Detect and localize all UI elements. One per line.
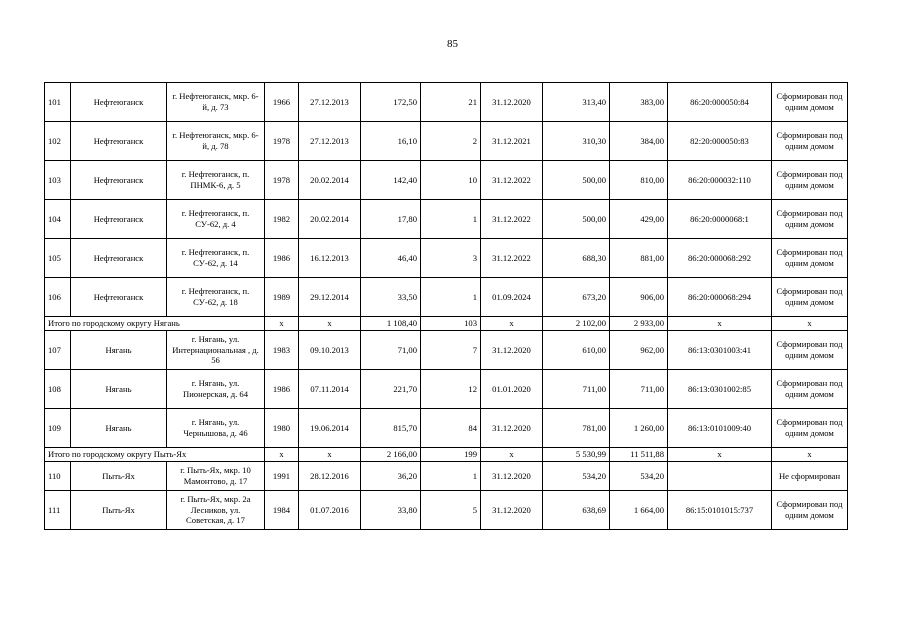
row-number-cell: 105 — [45, 239, 71, 278]
row-number-cell: 102 — [45, 122, 71, 161]
resettlement-date-cell: 31.12.2020 — [481, 83, 543, 122]
year-cell: 1986 — [265, 370, 299, 409]
cadastre-cell: 86:15:0101015:737 — [668, 491, 772, 530]
market-cost-cell: 534,20 — [610, 462, 668, 491]
cadastre-cell: 86:13:0301002:85 — [668, 370, 772, 409]
resettlement-date-cell: 31.12.2022 — [481, 200, 543, 239]
recognition-date-cell: 28.12.2016 — [299, 462, 361, 491]
table-row — [45, 491, 848, 530]
recognition-date-cell: 29.12.2014 — [299, 278, 361, 317]
recognition-date-cell: x — [299, 317, 361, 331]
residents-cell: 1 — [421, 278, 481, 317]
recognition-date-cell: 07.11.2014 — [299, 370, 361, 409]
city-cell: Нягань — [71, 331, 167, 370]
land-status-cell: Сформирован под одним домом — [772, 331, 848, 370]
cadastre-cell: 86:20:000032:110 — [668, 161, 772, 200]
recognition-date-cell: 16.12.2013 — [299, 239, 361, 278]
cost-cell: 610,00 — [543, 331, 610, 370]
row-number-cell: 110 — [45, 462, 71, 491]
residents-cell: 21 — [421, 83, 481, 122]
area-cell: 36,20 — [361, 462, 421, 491]
row-number-cell: 107 — [45, 331, 71, 370]
area-cell: 142,40 — [361, 161, 421, 200]
cadastre-cell: 86:20:0000068:1 — [668, 200, 772, 239]
land-status-cell: Не сформирован — [772, 462, 848, 491]
page-number: 85 — [447, 38, 458, 50]
resettlement-date-cell: 31.12.2020 — [481, 462, 543, 491]
cost-cell: 500,00 — [543, 200, 610, 239]
city-cell: Нефтеюганск — [71, 200, 167, 239]
cadastre-cell: 86:13:0301003:41 — [668, 331, 772, 370]
cadastre-cell: 82:20:000050:83 — [668, 122, 772, 161]
address-cell: г. Нефтеюганск, мкр. 6-й, д. 78 — [167, 122, 265, 161]
year-cell: 1966 — [265, 83, 299, 122]
recognition-date-cell: 19.06.2014 — [299, 409, 361, 448]
recognition-date-cell: 27.12.2013 — [299, 122, 361, 161]
land-status-cell: Сформирован под одним домом — [772, 370, 848, 409]
land-status-cell: Сформирован под одним домом — [772, 83, 848, 122]
year-cell: 1991 — [265, 462, 299, 491]
market-cost-cell: 962,00 — [610, 331, 668, 370]
cost-cell: 2 102,00 — [543, 317, 610, 331]
table-row — [45, 83, 848, 122]
cost-cell: 534,20 — [543, 462, 610, 491]
housing-register-table — [44, 82, 848, 530]
resettlement-date-cell: 31.12.2020 — [481, 491, 543, 530]
residents-cell: 3 — [421, 239, 481, 278]
recognition-date-cell: 09.10.2013 — [299, 331, 361, 370]
residents-cell: 5 — [421, 491, 481, 530]
land-status-cell: Сформирован под одним домом — [772, 278, 848, 317]
address-cell: г. Нефтеюганск, п. ПНМК-6, д. 5 — [167, 161, 265, 200]
table-row — [45, 200, 848, 239]
year-cell: 1978 — [265, 122, 299, 161]
market-cost-cell: 906,00 — [610, 278, 668, 317]
residents-cell: 84 — [421, 409, 481, 448]
cost-cell: 310,30 — [543, 122, 610, 161]
resettlement-date-cell: 31.12.2020 — [481, 331, 543, 370]
area-cell: 33,80 — [361, 491, 421, 530]
city-cell: Нефтеюганск — [71, 161, 167, 200]
cost-cell: 781,00 — [543, 409, 610, 448]
cost-cell: 5 530,99 — [543, 448, 610, 462]
land-status-cell: Сформирован под одним домом — [772, 200, 848, 239]
cost-cell: 688,30 — [543, 239, 610, 278]
area-cell: 221,70 — [361, 370, 421, 409]
land-status-cell: Сформирован под одним домом — [772, 491, 848, 530]
city-cell: Нягань — [71, 409, 167, 448]
city-cell: Нефтеюганск — [71, 83, 167, 122]
resettlement-date-cell: 01.09.2024 — [481, 278, 543, 317]
land-status-cell: x — [772, 448, 848, 462]
resettlement-date-cell: 31.12.2022 — [481, 239, 543, 278]
residents-cell: 12 — [421, 370, 481, 409]
residents-cell: 7 — [421, 331, 481, 370]
area-cell: 172,50 — [361, 83, 421, 122]
table-row — [45, 462, 848, 491]
area-cell: 17,80 — [361, 200, 421, 239]
cost-cell: 673,20 — [543, 278, 610, 317]
resettlement-date-cell: 31.12.2022 — [481, 161, 543, 200]
year-cell: x — [265, 317, 299, 331]
market-cost-cell: 429,00 — [610, 200, 668, 239]
year-cell: 1984 — [265, 491, 299, 530]
cadastre-cell — [668, 462, 772, 491]
cost-cell: 638,69 — [543, 491, 610, 530]
residents-cell: 10 — [421, 161, 481, 200]
area-cell: 46,40 — [361, 239, 421, 278]
address-cell: г. Нягань, ул. Чернышова, д. 46 — [167, 409, 265, 448]
cadastre-cell: 86:20:000068:292 — [668, 239, 772, 278]
subtotal-row — [45, 448, 848, 462]
recognition-date-cell: 20.02.2014 — [299, 161, 361, 200]
table-row — [45, 409, 848, 448]
area-cell: 2 166,00 — [361, 448, 421, 462]
cost-cell: 313,40 — [543, 83, 610, 122]
recognition-date-cell: 27.12.2013 — [299, 83, 361, 122]
city-cell: Нягань — [71, 370, 167, 409]
address-cell: г. Пыть-Ях, мкр. 10 Мамонтово, д. 17 — [167, 462, 265, 491]
market-cost-cell: 711,00 — [610, 370, 668, 409]
table-row — [45, 161, 848, 200]
market-cost-cell: 384,00 — [610, 122, 668, 161]
cadastre-cell: x — [668, 448, 772, 462]
area-cell: 33,50 — [361, 278, 421, 317]
recognition-date-cell: 20.02.2014 — [299, 200, 361, 239]
land-status-cell: x — [772, 317, 848, 331]
row-number-cell: 109 — [45, 409, 71, 448]
cadastre-cell: 86:20:000050:84 — [668, 83, 772, 122]
table-row — [45, 370, 848, 409]
residents-cell: 1 — [421, 200, 481, 239]
recognition-date-cell: x — [299, 448, 361, 462]
table-row — [45, 122, 848, 161]
residents-cell: 1 — [421, 462, 481, 491]
address-cell: г. Нягань, ул. Пионерская, д. 64 — [167, 370, 265, 409]
row-number-cell: 101 — [45, 83, 71, 122]
subtotal-label: Итого по городскому округу Пыть-Ях — [45, 448, 265, 462]
area-cell: 16,10 — [361, 122, 421, 161]
cadastre-cell: 86:13:0101009:40 — [668, 409, 772, 448]
cost-cell: 500,00 — [543, 161, 610, 200]
market-cost-cell: 383,00 — [610, 83, 668, 122]
table-row — [45, 239, 848, 278]
address-cell: г. Нягань, ул. Интернациональная , д. 56 — [167, 331, 265, 370]
row-number-cell: 111 — [45, 491, 71, 530]
row-number-cell: 106 — [45, 278, 71, 317]
table-row — [45, 331, 848, 370]
land-status-cell: Сформирован под одним домом — [772, 409, 848, 448]
resettlement-date-cell: x — [481, 448, 543, 462]
year-cell: 1980 — [265, 409, 299, 448]
row-number-cell: 103 — [45, 161, 71, 200]
subtotal-label: Итого по городскому округу Нягань — [45, 317, 265, 331]
cadastre-cell: x — [668, 317, 772, 331]
subtotal-row — [45, 317, 848, 331]
market-cost-cell: 881,00 — [610, 239, 668, 278]
cadastre-cell: 86:20:000068:294 — [668, 278, 772, 317]
city-cell: Пыть-Ях — [71, 491, 167, 530]
market-cost-cell: 2 933,00 — [610, 317, 668, 331]
year-cell: 1978 — [265, 161, 299, 200]
address-cell: г. Пыть-Ях, мкр. 2а Лесников, ул. Советская, д. 17 — [167, 491, 265, 530]
residents-cell: 2 — [421, 122, 481, 161]
market-cost-cell: 810,00 — [610, 161, 668, 200]
resettlement-date-cell: 01.01.2020 — [481, 370, 543, 409]
year-cell: 1983 — [265, 331, 299, 370]
residents-cell: 103 — [421, 317, 481, 331]
year-cell: x — [265, 448, 299, 462]
market-cost-cell: 1 664,00 — [610, 491, 668, 530]
address-cell: г. Нефтеюганск, п. СУ-62, д. 18 — [167, 278, 265, 317]
cost-cell: 711,00 — [543, 370, 610, 409]
recognition-date-cell: 01.07.2016 — [299, 491, 361, 530]
row-number-cell: 104 — [45, 200, 71, 239]
residents-cell: 199 — [421, 448, 481, 462]
city-cell: Пыть-Ях — [71, 462, 167, 491]
address-cell: г. Нефтеюганск, п. СУ-62, д. 14 — [167, 239, 265, 278]
city-cell: Нефтеюганск — [71, 122, 167, 161]
area-cell: 815,70 — [361, 409, 421, 448]
address-cell: г. Нефтеюганск, мкр. 6-й, д. 73 — [167, 83, 265, 122]
city-cell: Нефтеюганск — [71, 278, 167, 317]
area-cell: 71,00 — [361, 331, 421, 370]
market-cost-cell: 1 260,00 — [610, 409, 668, 448]
year-cell: 1982 — [265, 200, 299, 239]
land-status-cell: Сформирован под одним домом — [772, 161, 848, 200]
area-cell: 1 108,40 — [361, 317, 421, 331]
city-cell: Нефтеюганск — [71, 239, 167, 278]
row-number-cell: 108 — [45, 370, 71, 409]
land-status-cell: Сформирован под одним домом — [772, 122, 848, 161]
land-status-cell: Сформирован под одним домом — [772, 239, 848, 278]
market-cost-cell: 11 511,88 — [610, 448, 668, 462]
address-cell: г. Нефтеюганск, п. СУ-62, д. 4 — [167, 200, 265, 239]
resettlement-date-cell: 31.12.2020 — [481, 409, 543, 448]
table-row — [45, 278, 848, 317]
year-cell: 1986 — [265, 239, 299, 278]
resettlement-date-cell: x — [481, 317, 543, 331]
resettlement-date-cell: 31.12.2021 — [481, 122, 543, 161]
year-cell: 1989 — [265, 278, 299, 317]
